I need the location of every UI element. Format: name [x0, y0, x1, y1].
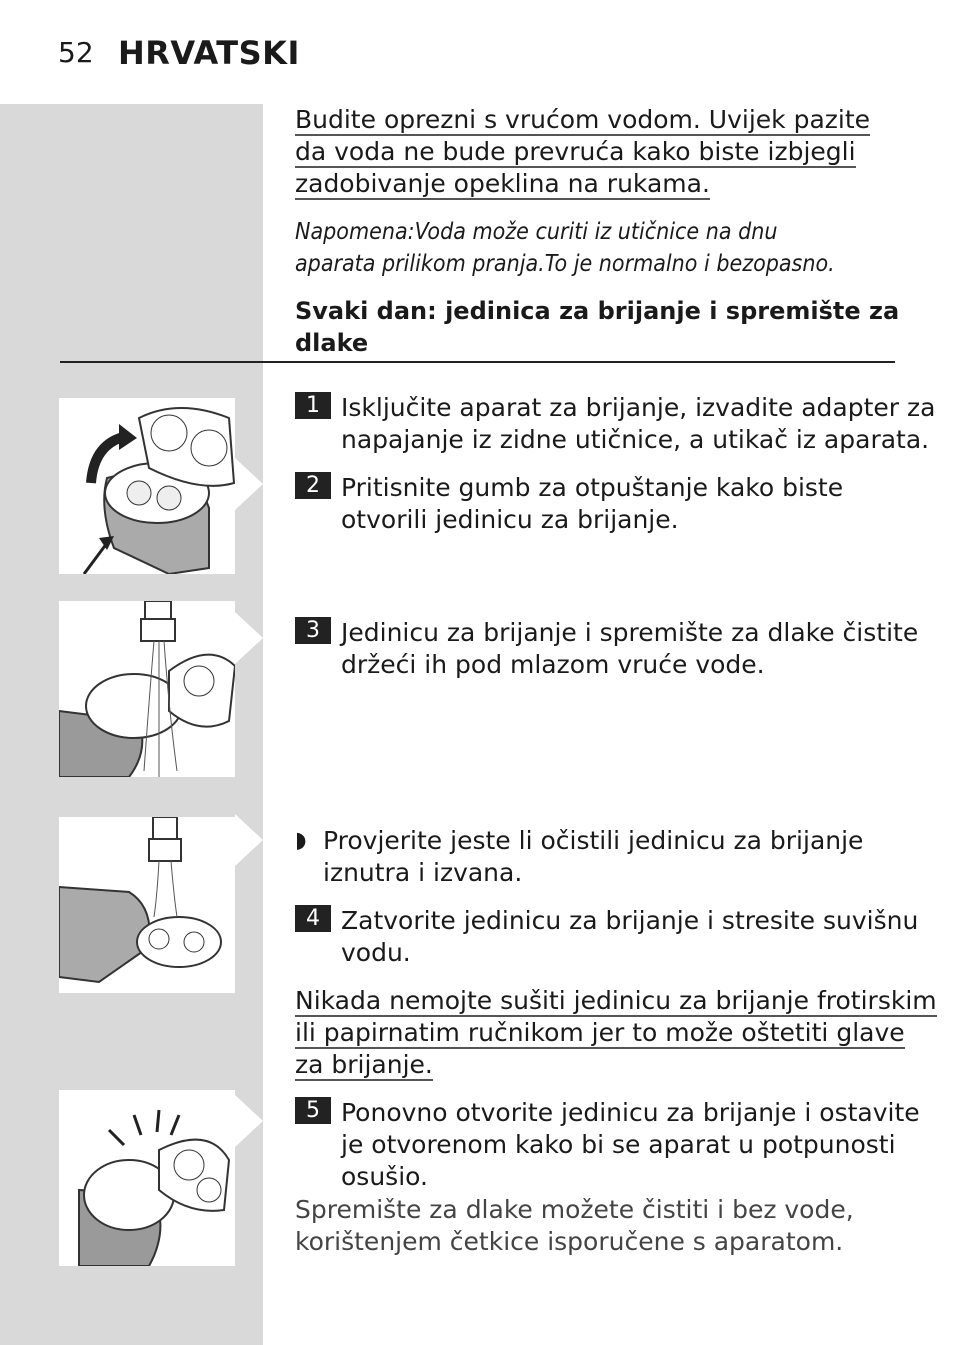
shaver-open-illustration [59, 398, 235, 574]
warning-towel: Nikada nemojte sušiti jedinicu za brijanje frotirskim ili papirnatim ručnikom jer to može oštetiti glave za brijanje. [295, 986, 937, 1079]
step-number: 3 [295, 617, 331, 644]
shaver-drying-illustration [59, 1090, 235, 1266]
step-1: 1 Isključite aparat za brijanje, izvadite adapter za napajanje iz zidne utičnice, a utikač iz aparata. [295, 392, 935, 456]
tip-text: Spremište za dlake možete čistiti i bez vode, korištenjem četkice isporučene s aparatom. [295, 1195, 854, 1256]
check-bullet: ◗ Provjerite jeste li očistili jedinicu za brijanje iznutra i izvana. [295, 826, 864, 887]
step-number: 1 [295, 392, 331, 419]
page-number: 52 [58, 36, 94, 69]
pointer-notch [235, 1095, 263, 1147]
step-number: 5 [295, 1097, 331, 1124]
rinsing-illustration [59, 601, 235, 777]
pointer-notch [235, 458, 263, 510]
step-2: 2 Pritisnite gumb za otpuštanje kako biste otvorili jedinicu za brijanje. [295, 472, 843, 536]
pointer-notch [235, 612, 263, 664]
step-number: 2 [295, 472, 331, 499]
closed-rinse-illustration [59, 817, 235, 993]
step-4: 4 Zatvorite jedinicu za brijanje i stresite suvišnu vodu. [295, 905, 918, 969]
bullet-icon: ◗ [295, 828, 307, 853]
warning-hot-water: Budite oprezni s vrućom vodom. Uvijek pazite da voda ne bude prevruća kako biste izbjegli zadobivanje opeklina na rukama. [295, 105, 871, 198]
language-heading: HRVATSKI [118, 34, 300, 72]
pointer-notch [235, 814, 263, 866]
step-5: 5 Ponovno otvorite jedinicu za brijanje i ostavite je otvorenom kako bi se aparat u potpunosti osušio. [295, 1097, 920, 1193]
step-3: 3 Jedinicu za brijanje i spremište za dlake čistite držeći ih pod mlazom vruće vode. [295, 617, 918, 681]
section-divider [60, 361, 895, 363]
note-text: Napomena:Voda može curiti iz utičnice na dnu aparata prilikom pranja.To je normalno i bezopasno. [295, 219, 835, 277]
step-number: 4 [295, 905, 331, 932]
section-heading: Svaki dan: jedinica za brijanje i spremište za dlake [295, 297, 900, 357]
